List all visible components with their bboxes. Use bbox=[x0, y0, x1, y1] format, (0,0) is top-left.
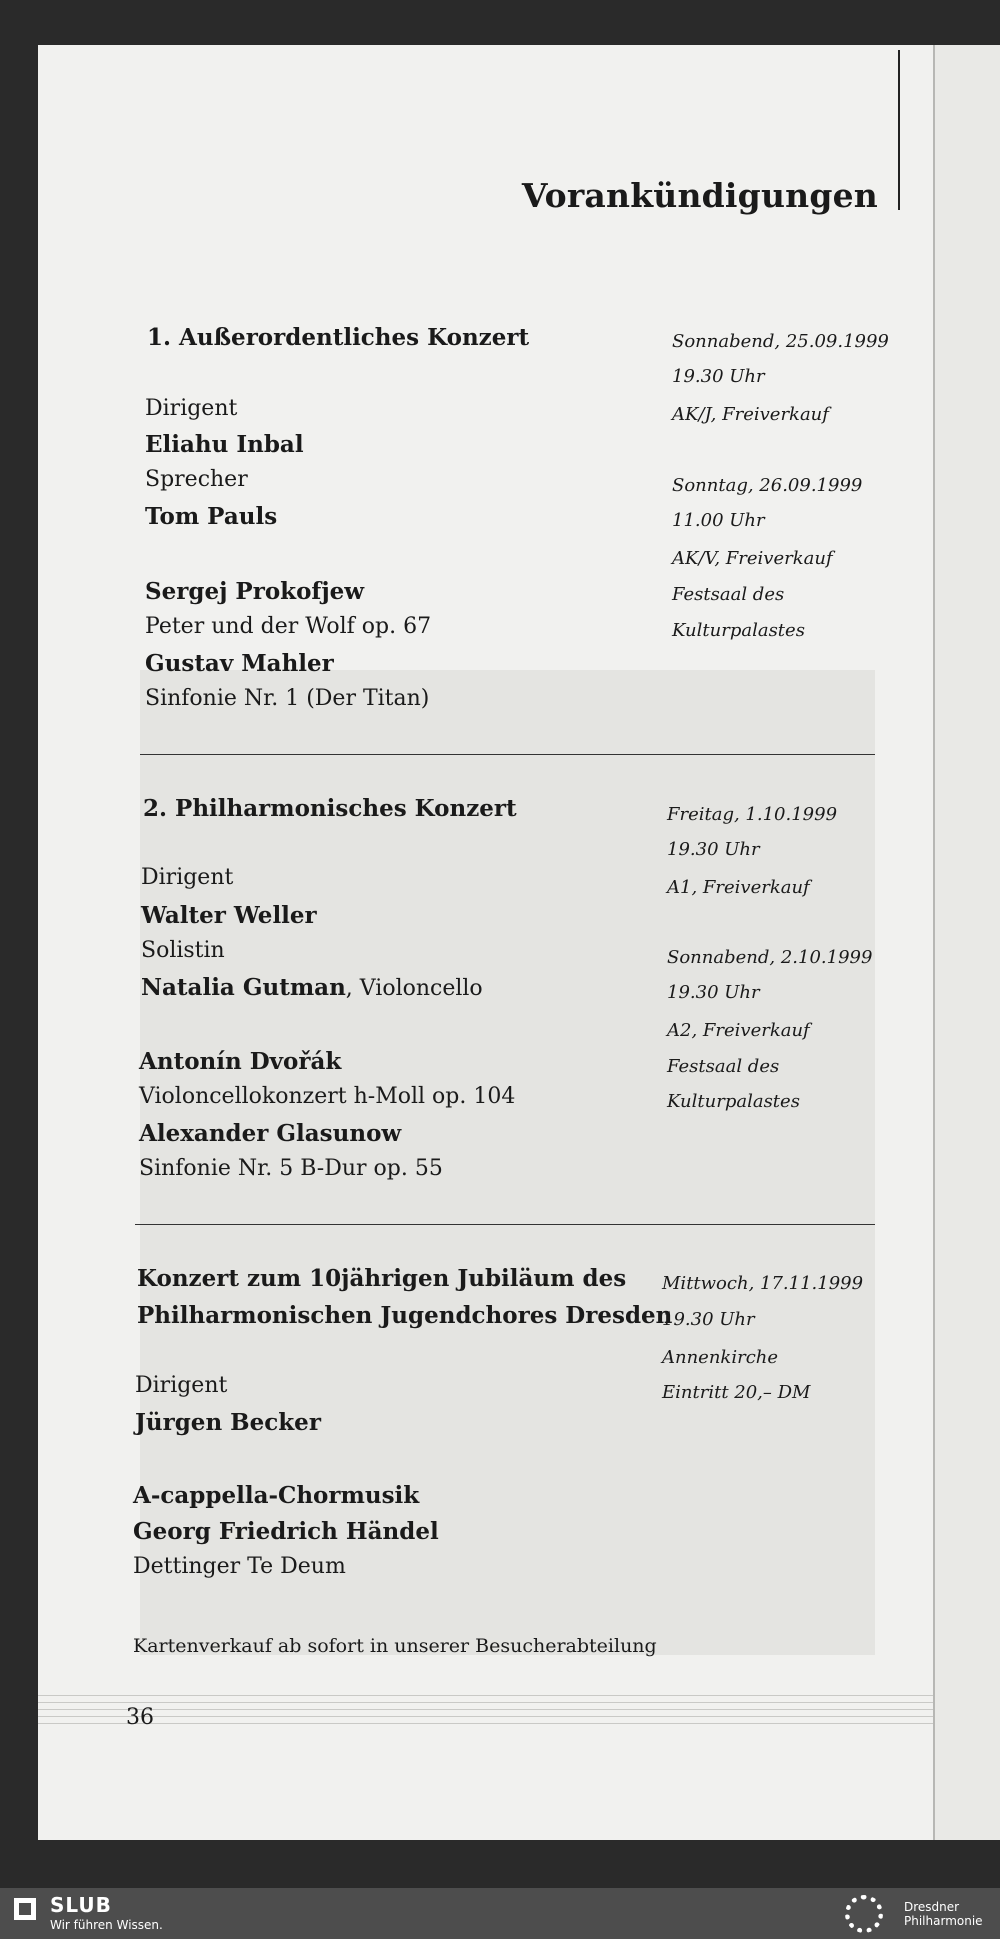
event-line: Tom Pauls bbox=[145, 503, 278, 530]
event-line: Eliahu Inbal bbox=[145, 431, 304, 458]
event-title: 2. Philharmonisches Konzert bbox=[143, 795, 517, 822]
event-line: Alexander Glasunow bbox=[139, 1120, 402, 1147]
event-line: Solistin bbox=[141, 938, 225, 963]
event-detail: Freitag, 1.10.1999 bbox=[667, 804, 838, 825]
page-title: Vorankündigungen bbox=[521, 176, 878, 215]
event-line: Dettinger Te Deum bbox=[133, 1554, 346, 1579]
event-detail: Sonntag, 26.09.1999 bbox=[672, 475, 863, 496]
event-line: Sprecher bbox=[145, 467, 248, 492]
event-line: Dirigent bbox=[135, 1373, 228, 1398]
event-detail: AK/J, Freiverkauf bbox=[672, 404, 829, 425]
soloist-name: Natalia Gutman bbox=[141, 974, 346, 1001]
event-detail: Eintritt 20,– DM bbox=[662, 1382, 811, 1403]
event-line: Dirigent bbox=[141, 865, 234, 890]
viewer-footer-bar bbox=[0, 1888, 1000, 1939]
event-detail: AK/V, Freiverkauf bbox=[672, 548, 833, 569]
event-line: Georg Friedrich Händel bbox=[133, 1518, 439, 1545]
event-title: Philharmonischen Jugendchores Dresden bbox=[137, 1302, 673, 1329]
event-line: Jürgen Becker bbox=[135, 1409, 321, 1436]
event-detail: 19.30 Uhr bbox=[672, 366, 765, 387]
slub-name[interactable]: SLUB bbox=[50, 1893, 112, 1917]
event-line: Violoncellokonzert h-Moll op. 104 bbox=[139, 1084, 516, 1109]
event-detail: Kulturpalastes bbox=[672, 620, 805, 641]
event-detail: Sonnabend, 2.10.1999 bbox=[667, 947, 873, 968]
event-title: 1. Außerordentliches Konzert bbox=[147, 324, 530, 351]
event-line bbox=[141, 974, 483, 1001]
event-detail: Kulturpalastes bbox=[667, 1091, 800, 1112]
event-detail: Mittwoch, 17.11.1999 bbox=[662, 1273, 864, 1294]
event-detail: Sonnabend, 25.09.1999 bbox=[672, 331, 889, 352]
title-rule bbox=[898, 50, 900, 210]
bottom-decorative-lines bbox=[38, 1695, 933, 1737]
event-line: Walter Weller bbox=[141, 902, 317, 929]
event-detail: Festsaal des bbox=[672, 584, 785, 605]
event-line: Sinfonie Nr. 1 (Der Titan) bbox=[145, 686, 430, 711]
section-divider bbox=[135, 1224, 875, 1225]
next-page-edge bbox=[935, 45, 1000, 1840]
page-number: 36 bbox=[126, 1705, 154, 1730]
event-detail: 11.00 Uhr bbox=[672, 510, 765, 531]
slub-tagline: Wir führen Wissen. bbox=[50, 1918, 163, 1932]
event-detail: A1, Freiverkauf bbox=[667, 877, 810, 898]
event-line: Dirigent bbox=[145, 396, 238, 421]
ticket-sales-note: Kartenverkauf ab sofort in unserer Besucherabteilung bbox=[133, 1635, 657, 1657]
soloist-instrument: , Violoncello bbox=[345, 976, 483, 1001]
philharmonie-logo-icon[interactable] bbox=[845, 1895, 883, 1933]
event-detail: A2, Freiverkauf bbox=[667, 1020, 810, 1041]
philharmonie-name-line1: Dresdner bbox=[904, 1900, 960, 1914]
event-detail: Festsaal des bbox=[667, 1056, 780, 1077]
event-line: Sergej Prokofjew bbox=[145, 578, 365, 605]
event-line: Gustav Mahler bbox=[145, 650, 334, 677]
event-line: Peter und der Wolf op. 67 bbox=[145, 614, 432, 639]
philharmonie-name-line2: Philharmonie bbox=[904, 1914, 983, 1928]
event-detail: 19.30 Uhr bbox=[662, 1309, 755, 1330]
event-detail: 19.30 Uhr bbox=[667, 839, 760, 860]
event-line: Sinfonie Nr. 5 B-Dur op. 55 bbox=[139, 1156, 443, 1181]
event-line: Antonín Dvořák bbox=[139, 1048, 342, 1075]
event-line: A-cappella-Chormusik bbox=[133, 1482, 420, 1509]
slub-logo-icon[interactable] bbox=[14, 1898, 36, 1920]
event-title: Konzert zum 10jährigen Jubiläum des bbox=[137, 1265, 627, 1292]
section-divider bbox=[140, 754, 875, 755]
event-detail: 19.30 Uhr bbox=[667, 982, 760, 1003]
event-detail: Annenkirche bbox=[662, 1347, 779, 1368]
philharmonie-name[interactable] bbox=[904, 1900, 983, 1928]
